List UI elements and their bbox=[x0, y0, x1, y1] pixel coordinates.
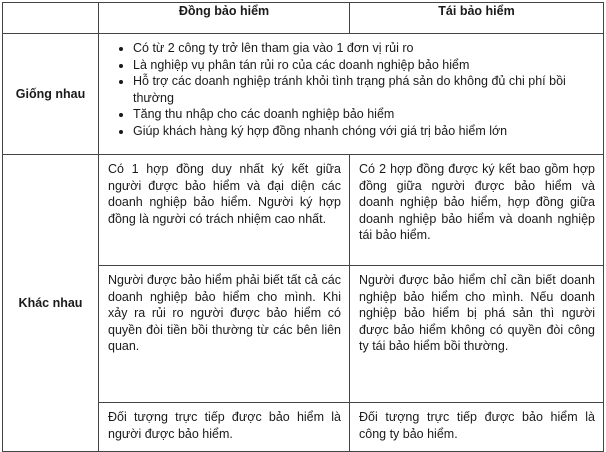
reinsurance-cell bbox=[350, 155, 604, 266]
co-insurance-cell bbox=[99, 155, 350, 266]
co-insurance-cell bbox=[99, 403, 350, 452]
co-insurance-cell bbox=[99, 266, 350, 403]
list-item: • Là nghiệp vụ phân tán rủi ro của các doanh nghiệp bảo hiểm bbox=[133, 57, 595, 74]
cell-text: Đối tượng trực tiếp được bảo hiểm là người được bảo hiểm. bbox=[108, 410, 341, 441]
header-empty-cell bbox=[3, 3, 99, 34]
similarities-row bbox=[3, 34, 604, 155]
similarities-list bbox=[99, 34, 603, 143]
header-row bbox=[3, 3, 604, 34]
table-row bbox=[3, 155, 604, 266]
reinsurance-cell bbox=[350, 403, 604, 452]
header-co-insurance: Đồng bảo hiểm bbox=[99, 3, 350, 34]
cell-text: Đối tượng trực tiếp được bảo hiểm là công ty bảo hiểm. bbox=[359, 410, 595, 441]
list-item: • Có từ 2 công ty trở lên tham gia vào 1 đơn vị rủi ro bbox=[133, 40, 595, 57]
cell-text: Người được bảo hiểm phải biết tất cả các doanh nghiệp bảo hiểm cho mình. Khi xảy ra rủi ro người được bảo hiểm có quyền đòi tiền bồi thường từ các bên liên quan. bbox=[108, 273, 341, 353]
comparison-table bbox=[2, 2, 604, 452]
list-item: • Giúp khách hàng ký hợp đồng nhanh chóng với giá trị bảo hiểm lớn bbox=[133, 123, 595, 140]
list-item: • Tăng thu nhập cho các doanh nghiệp bảo hiểm bbox=[133, 106, 595, 123]
similarities-label: Giống nhau bbox=[3, 34, 99, 155]
reinsurance-cell bbox=[350, 266, 604, 403]
cell-text: Có 2 hợp đồng được ký kết bao gồm hợp đồng giữa người được bảo hiểm và doanh nghiệp bảo hiểm, hợp đồng giữa doanh nghiệp bảo hiểm và doanh nghiệp tái bảo hiểm. bbox=[359, 162, 595, 242]
similarities-cell bbox=[99, 34, 604, 155]
differences-label: Khác nhau bbox=[3, 155, 99, 452]
cell-text: Người được bảo hiểm chỉ cần biết doanh nghiệp bảo hiểm cho mình. Nếu doanh nghiệp bảo hiểm bị phá sản thì người được bảo hiểm không có quyền đòi công ty tái bảo hiểm bồi thường. bbox=[359, 273, 595, 353]
header-reinsurance: Tái bảo hiểm bbox=[350, 3, 604, 34]
cell-text: Có 1 hợp đồng duy nhất ký kết giữa người được bảo hiểm và đại diện các doanh nghiệp bảo hiểm. Người ký hợp đồng là người có trách nhiệm cao nhất. bbox=[108, 162, 341, 226]
list-item: • Hỗ trợ các doanh nghiệp tránh khỏi tình trạng phá sản do không đủ chi phí bồi thường bbox=[133, 73, 595, 106]
